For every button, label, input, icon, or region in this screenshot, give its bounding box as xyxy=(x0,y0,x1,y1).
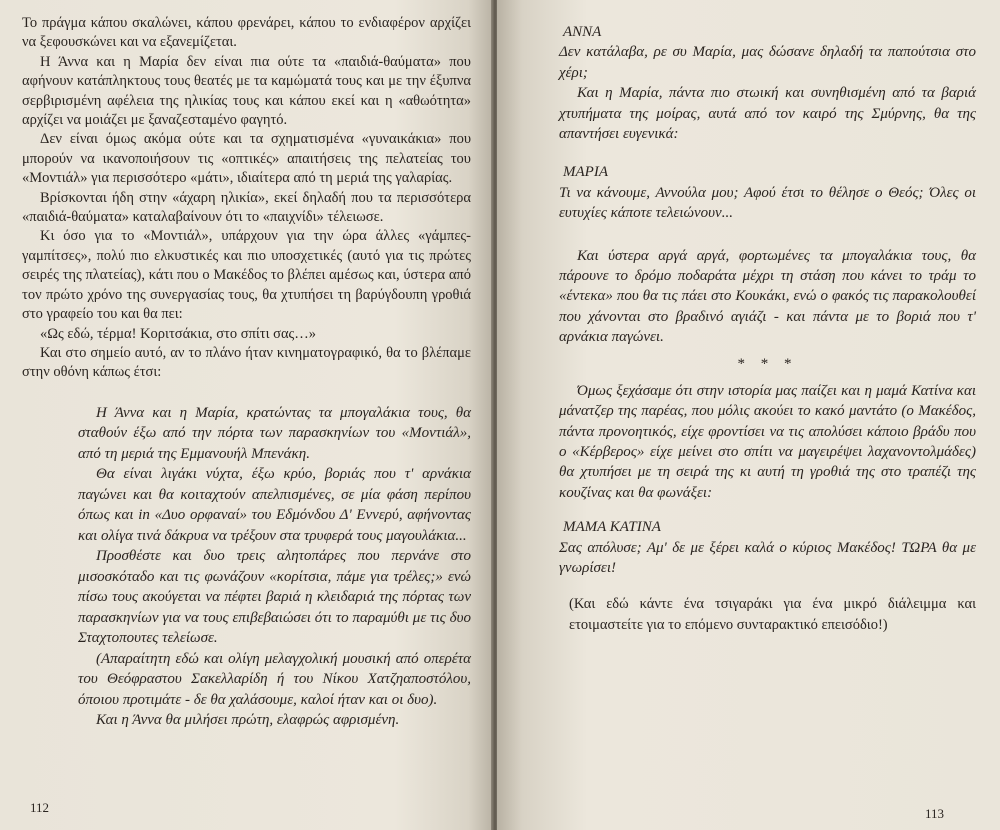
page-number: 112 xyxy=(30,800,50,815)
right-page xyxy=(497,0,1000,830)
section-separator: * * * xyxy=(737,355,798,372)
left-page xyxy=(0,0,493,830)
speaker-name: ΜΑΡΙΑ xyxy=(563,164,608,181)
paragraph: Και στο σημείο αυτό, αν το πλάνο ήταν κινηματογραφικό, θα το βλέπαμε στην οθόνη κάπως έτσι: xyxy=(22,344,471,381)
paragraph: Κι όσο για το «Μοντιάλ», υπάρχουν για την ώρα άλλες «γάμπες-γαμπίτσες», πολύ πιο ελκυστικές και πιο υποσχετικές (αυτό για τις πρώτες σειρές της πλατείας), κάτι που ο Μακέδος το βλέπει αμέσως και, ύστερα από τον πρώτο χρόνο της συνεργασίας τους, θα χτυπήσει τη βαρύγδουπη γροθιά στο γραφείο του και θα πει: xyxy=(22,228,471,323)
scene-quote xyxy=(22,403,471,731)
narration: Και ύστερα αργά αργά, φορτωμένες τα μπογαλάκια τους, θα πάρουνε το δρόμο ποδαράτα μέχρι τη στάση που κάνει το τράμ το «έντεκα» που θα τις πάει στο Κουκάκι, ενώ ο φακός τις παρακολουθεί που χάνονται στο βραδινό αγιάζι - και πάντα με το βοριά που τ' αρνάκια παγώνει. xyxy=(559,247,976,346)
paragraph: Η Άννα και η Μαρία δεν είναι πια ούτε τα «παιδιά-θαύματα» που αφήνουν κατάπληκτους τους θεατές με τα καμώματά τους και με την έξυπνα σερβιρισμένη αφέλεια της ηλικίας τους και κάπου εκεί και η «αθωότητα» αρχίζει να μοιάζει με ξαναζεσταμένο φαγητό. xyxy=(22,53,471,129)
quote-paragraph: (Απαραίτητη εδώ και ολίγη μελαγχολική μουσική από οπερέτα του Θεόφραστου Σακελλαρίδη ή του Νίκου Χατζηαποστόλου, όποιου προτιμάτε - δε θα χαλάσουμε, καλοί ήταν και οι δυο). xyxy=(78,650,471,708)
paragraph: Βρίσκονται ήδη στην «άχαρη ηλικία», εκεί δηλαδή που τα περισσότερα «παιδιά-θαύματα» καταλαβαίνουν ότι το «παιχνίδι» τέλειωσε. xyxy=(22,189,471,226)
narration: Και η Μαρία, πάντα πιο στωική και συνηθισμένη από τα βαριά χτυπήματα της μοίρας, αυτά από τον καιρό της Σμύρνης, θα της απαντήσει ευγενικά: xyxy=(559,85,976,143)
quote-paragraph: Η Άννα και η Μαρία, κρατώντας τα μπογαλάκια τους, θα σταθούν έξω από την πόρτα των παρασκηνίων του «Μοντιάλ», από τη μεριά της Εμμανουήλ Μπενάκη. xyxy=(78,404,471,462)
dialogue-line: Τι να κάνουμε, Αννούλα μου; Αφού έτσι το θέλησε ο Θεός; Όλες οι ευτυχίες κάποτε τελειώνουν... xyxy=(559,184,976,222)
narration: Όμως ξεχάσαμε ότι στην ιστορία μας παίζει και η μαμά Κατίνα και μάνατζερ της παρέας, που μόλις ακούει το κακό μαντάτο (ο Μακέδος, πάντα προνοητικός, είχε φροντίσει να τις απολύσει κάποιο βράδυ που ο «Κέρβερος» είχε μείνει στο σπίτι να μαγειρέψει λαχανοντολμάδες) θα χτυπήσει με τη σειρά της κι αυτή τη γροθιά της στο τραπέζι της κουζίνας και θα φωνάξει: xyxy=(559,382,976,501)
paragraph: Δεν είναι όμως ακόμα ούτε και τα σχηματισμένα «γυναικάκια» που μπορούν να ικανοποιήσουν τις «οπτικές» απαιτήσεις της πελατείας του «Μοντιάλ» για περισσότερο «μάτι», ιδιαίτερα από τη μεριά της γαλαρίας. xyxy=(22,131,471,187)
paragraph: «Ως εδώ, τέρμα! Κοριτσάκια, στο σπίτι σας…» xyxy=(40,325,317,342)
dialogue-line: Σας απόλυσε; Αμ' δε με ξέρει καλά ο κύριος Μακέδος! ΤΩΡΑ θα με γνωρίσει! xyxy=(559,539,976,576)
quote-paragraph: Θα είναι λιγάκι νύχτα, έξω κρύο, βοριάς που τ' αρνάκια παγώνει και θα κοιταχτούν απελπισμένες, σε μία φάση περίπου όπως και in «Δυο ορφαναί» του Εδμόνδου Δ' Εννερύ, αφήνοντας και ολίγα τινά δάκρυα να τρέξουν στα τρυφερά τους μαγουλάκια... xyxy=(78,466,471,544)
quote-paragraph: Και η Άννα θα μιλήσει πρώτη, ελαφρώς αφρισμένη. xyxy=(96,712,400,729)
quote-paragraph: Προσθέστε και δυο τρεις αλητοπάρες που περνάνε στο μισοσκόταδο και τις φωνάζουν «κορίτσια, πάμε για τρέλες;» ενώ πίσω τους ακούγεται να πέφτει βαριά η κλειδαριά της πόρτας των παρασκηνίων για να τους επιβεβαιώσει ότι το παραμύθι με τις δυο Σταχτοπουτες τελείωσε. xyxy=(78,548,471,647)
speaker-name: ΑΝΝΑ xyxy=(563,24,602,40)
paragraph: Το πράγμα κάπου σκαλώνει, κάπου φρενάρει, κάπου το ενδιαφέρον αρχίζει να ξεφουσκώνει και να εξανεμίζεται. xyxy=(22,15,471,51)
stage-note: (Και εδώ κάντε ένα τσιγαράκι για ένα μικρό διάλειμμα και ετοιμαστείτε για το επόμενο συνταρακτικό επεισόδιο!) xyxy=(569,596,976,633)
dialogue-line: Δεν κατάλαβα, ρε συ Μαρία, μας δώσανε δηλαδή τα παπούτσια στο χέρι; xyxy=(559,44,976,81)
speaker-name: ΜΑΜΑ ΚΑΤΙΝΑ xyxy=(563,519,661,536)
page-number: 113 xyxy=(924,806,944,821)
